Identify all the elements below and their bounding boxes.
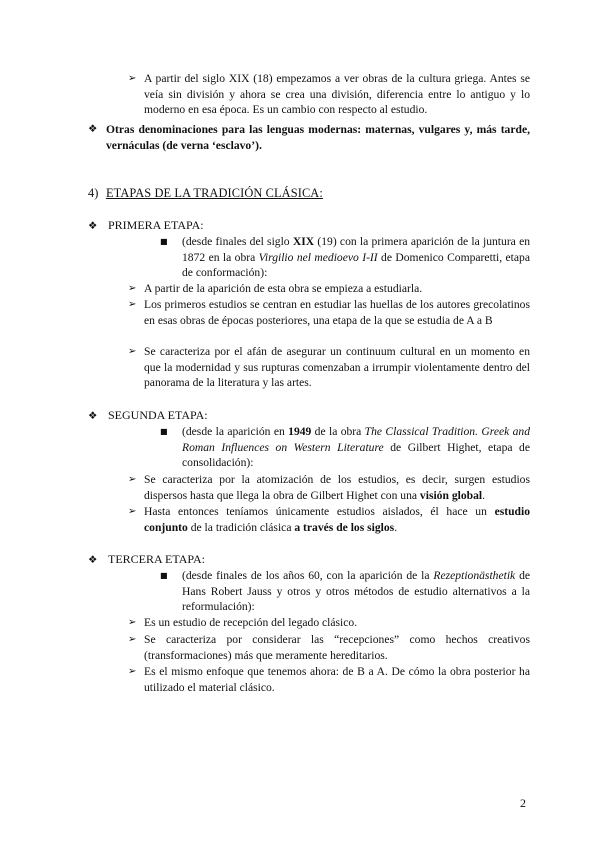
arrow-bullet-icon: ➢ [128,346,137,357]
segunda-bullet-2-text: Hasta entonces teníamos únicamente estudios aislados, él hace un estudio conjunto de la tradición clásica a través de los siglos. [144,505,530,534]
segunda-title-text: SEGUNDA ETAPA: [108,408,208,422]
section-number: 4) [88,186,99,200]
segunda-bullet-1 [128,472,530,503]
arrow-bullet-icon: ➢ [128,73,137,84]
tercera-bullet-3 [128,664,530,695]
tercera-bullet-3-text: Es el mismo enfoque que tenemos ahora: de B a A. De cómo la obra posterior ha utilizado el material clásico. [144,665,530,694]
segunda-bullet-2 [128,504,530,535]
tercera-title-text: TERCERA ETAPA: [108,552,205,566]
diamond-bullet-icon: ❖ [88,410,98,422]
primera-bullet-2 [128,297,530,328]
tercera-bullet-1 [128,615,530,631]
tercera-bullet-2 [128,632,530,663]
arrow-bullet-icon: ➢ [128,283,137,294]
tercera-subitem [160,568,530,615]
intro-bullet [128,71,530,118]
primera-title-text: PRIMERA ETAPA: [108,218,204,232]
intro-note-text: Otras denominaciones para las lenguas modernas: maternas, vulgares y, más tarde, vernáculas (de verna ‘esclavo’). [106,123,530,152]
segunda-bullet-1-text: Se caracteriza por la atomización de los estudios, es decir, surgen estudios dispersos hasta que llega la obra de Gilbert Highet con una visión global. [144,473,530,502]
tercera-subitem-text: (desde finales de los años 60, con la aparición de la Rezeptionästhetik de Hans Robert Jauss y otros y otros métodos de estudio alternativos a la reformulación): [182,569,531,614]
tercera-bullet-2-text: Se caracteriza por considerar las “recepciones” como hechos creativos (transformaciones) más que meramente hereditarios. [144,633,530,662]
arrow-bullet-icon: ➢ [128,634,137,645]
tercera-etapa-title [88,552,205,569]
arrow-bullet-icon: ➢ [128,506,137,517]
section-title: ETAPAS DE LA TRADICIÓN CLÁSICA: [106,186,323,200]
primera-bullet-2-text: Los primeros estudios se centran en estudiar las huellas de los autores grecolatinos en esas obras de épocas posteriores, una etapa de la que se estudia de A a B [144,298,530,327]
square-bullet-icon: ■ [160,237,168,246]
page-number: 2 [520,796,526,810]
primera-bullet-1-text: A partir de la aparición de esta obra se empieza a estudiarla. [144,282,423,295]
segunda-etapa-title [88,408,208,425]
diamond-bullet-icon: ❖ [88,554,98,566]
primera-subitem-text: (desde finales del siglo XIX (19) con la primera aparición de la juntura en 1872 en la obra Virgilio nel medioevo I-II de Domenico Comparetti, etapa de conformación): [182,235,531,280]
segunda-subitem [160,424,530,471]
section-heading [88,186,323,202]
intro-text: A partir del siglo XIX (18) empezamos a ver obras de la cultura griega. Antes se veía sin división y ahora se crea una división, diferencia entre lo antiguo y lo moderno en esa época. Es un cambio con respecto al estudio. [144,72,530,117]
square-bullet-icon: ■ [160,427,168,436]
arrow-bullet-icon: ➢ [128,617,137,628]
primera-bullet-3-text: Se caracteriza por el afán de asegurar un continuum cultural en un momento en que la modernidad y sus rupturas comenzaban a irrumpir violentamente dentro del panorama de la literatura y las artes. [144,345,530,390]
arrow-bullet-icon: ➢ [128,474,137,485]
arrow-bullet-icon: ➢ [128,299,137,310]
intro-note [88,122,530,153]
arrow-bullet-icon: ➢ [128,666,137,677]
diamond-bullet-icon: ❖ [88,123,98,135]
primera-bullet-1 [128,281,530,297]
primera-bullet-3 [128,344,530,391]
primera-etapa-title [88,218,204,235]
diamond-bullet-icon: ❖ [88,220,98,232]
tercera-bullet-1-text: Es un estudio de recepción del legado clásico. [144,616,358,629]
primera-subitem [160,234,530,281]
segunda-subitem-text: (desde la aparición en 1949 de la obra The Classical Tradition. Greek and Roman Influences on Western Literature de Gilbert Highet, etapa de consolidación): [182,425,531,470]
square-bullet-icon: ■ [160,571,168,580]
